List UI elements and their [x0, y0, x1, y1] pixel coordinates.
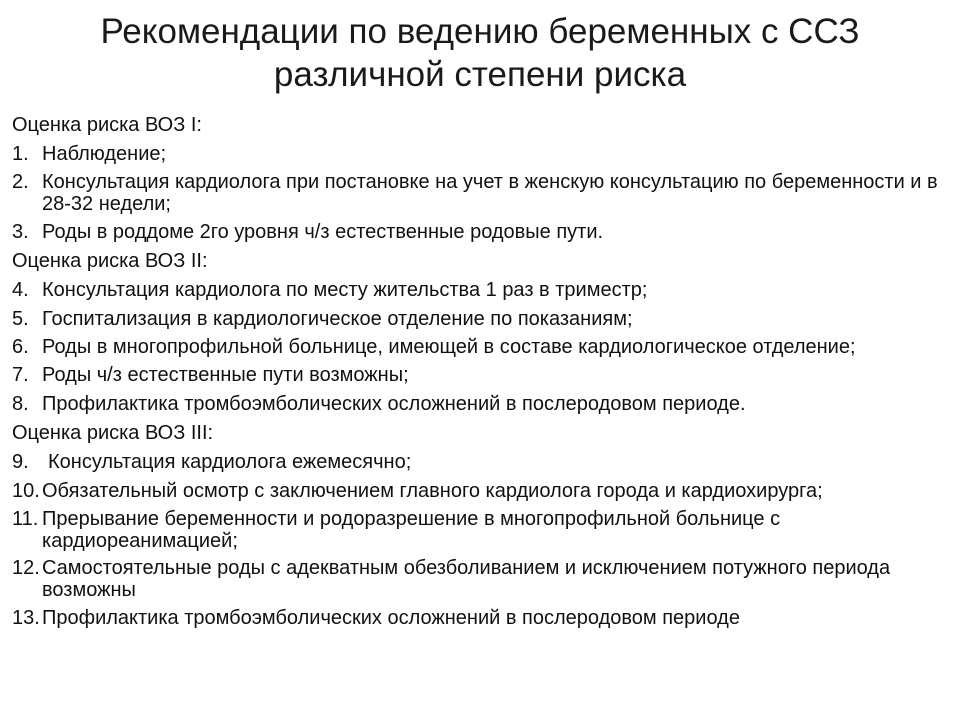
list-item-number: 10.	[12, 480, 40, 502]
list-item-number: 1.	[12, 143, 29, 165]
section-heading-who-1: Оценка риска ВОЗ I:	[12, 114, 202, 136]
list-item-number: 11.	[12, 508, 39, 530]
title-line-1: Рекомендации по ведению беременных с ССЗ	[100, 12, 860, 51]
list-item-4	[12, 278, 948, 302]
list-item-3	[12, 220, 948, 244]
list-item-text: Роды в роддоме 2го уровня ч/з естественные родовые пути.	[42, 221, 604, 243]
list-item-text: Роды в многопрофильной больнице, имеющей в составе кардиологическое отделение;	[42, 336, 856, 358]
list-item-text: Роды ч/з естественные пути возможны;	[42, 364, 409, 386]
list-item-text: Госпитализация в кардиологическое отделение по показаниям;	[42, 308, 633, 330]
list-item-number: 3.	[12, 221, 29, 243]
list-item-9	[12, 450, 948, 474]
list-item-number: 5.	[12, 308, 29, 330]
list-item-text: Самостоятельные роды с адекватным обезболиванием и исключением потужного периода возможны	[42, 557, 891, 601]
section-heading-who-2: Оценка риска ВОЗ II:	[12, 250, 208, 272]
list-item-1	[12, 142, 948, 166]
list-item-text: Профилактика тромбоэмболических осложнений в послеродовом периоде.	[42, 393, 746, 415]
list-item-6	[12, 336, 948, 358]
list-item-number: 2.	[12, 171, 29, 193]
list-item-text: Консультация кардиолога при постановке на учет в женскую консультацию по беременности и в 28-32 недели;	[42, 171, 938, 215]
list-item-text: Профилактика тромбоэмболических осложнений в послеродовом периоде	[42, 607, 740, 629]
slide-title	[30, 10, 930, 96]
list-item-11	[12, 508, 948, 552]
list-item-8	[12, 392, 948, 416]
list-item-7	[12, 363, 948, 387]
list-item-text: Прерывание беременности и родоразрешение в многопрофильной больнице с кардиореанимацией;	[42, 508, 781, 552]
section-heading-who-3: Оценка риска ВОЗ III:	[12, 422, 214, 444]
list-item-text: Консультация кардиолога ежемесячно;	[48, 451, 412, 473]
slide-content	[12, 113, 948, 635]
list-item-number: 7.	[12, 364, 29, 386]
list-item-5	[12, 307, 948, 331]
list-item-2	[12, 171, 948, 215]
list-item-number: 6.	[12, 336, 29, 358]
list-item-number: 13.	[12, 607, 40, 629]
list-item-text: Обязательный осмотр с заключением главного кардиолога города и кардиохирурга;	[42, 480, 823, 502]
list-item-number: 8.	[12, 393, 29, 415]
list-item-number: 4.	[12, 279, 29, 301]
list-item-13	[12, 606, 948, 630]
list-item-text: Наблюдение;	[42, 143, 167, 165]
list-item-number: 9.	[12, 451, 29, 473]
title-line-2: различной степени риска	[273, 55, 687, 94]
list-item-number: 12.	[12, 557, 40, 579]
list-item-12	[12, 557, 948, 601]
list-item-text: Консультация кардиолога по месту жительства 1 раз в триместр;	[42, 279, 648, 301]
list-item-10	[12, 479, 948, 503]
